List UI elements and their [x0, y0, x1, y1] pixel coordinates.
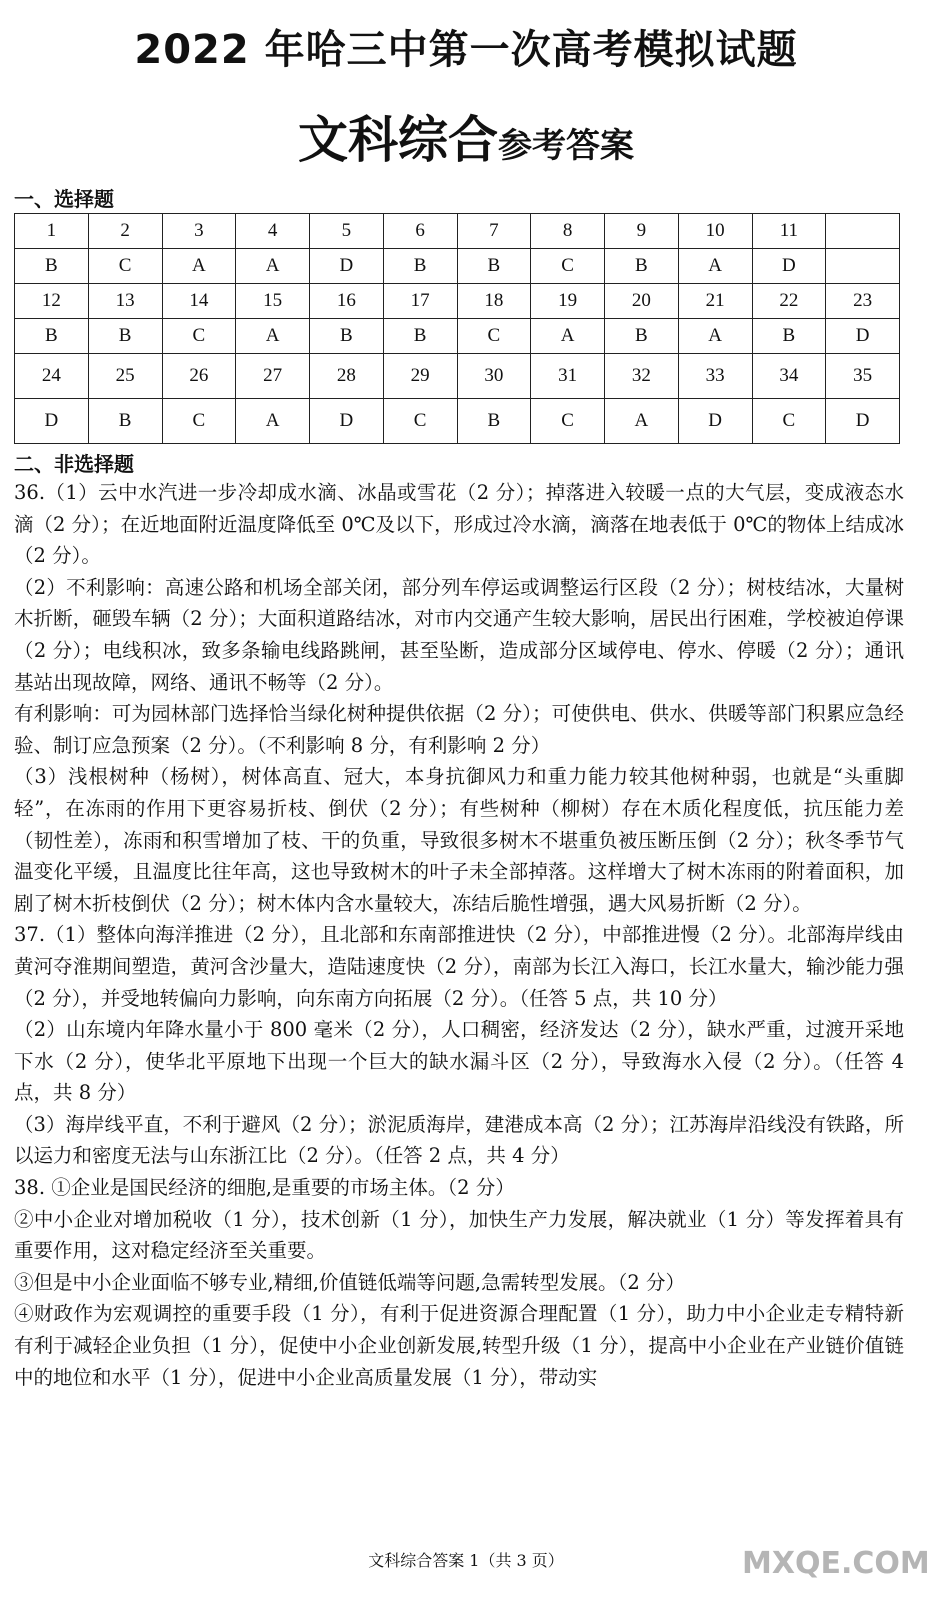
table-cell: 33	[678, 354, 752, 399]
paragraph: （2）山东境内年降水量小于 800 毫米（2 分），人口稠密，经济发达（2 分），缺水严重，过渡开采地下水（2 分），使华北平原地下出现一个巨大的缺水漏斗区（2 分），导致海水入侵（2 分）。（任答 4 点，共 8 分）	[14, 1018, 904, 1105]
table-cell: C	[162, 319, 236, 354]
paragraph: （3）海岸线平直，不利于避风（2 分）；淤泥质海岸，建港成本高（2 分）；江苏海岸沿线没有铁路，所以运力和密度无法与山东浙江比（2 分）。（任答 2 点，共 4 分）	[14, 1112, 904, 1168]
table-cell: B	[383, 319, 457, 354]
table-cell: B	[15, 319, 89, 354]
paragraph: ③但是中小企业面临不够专业,精细,价值链低端等问题,急需转型发展。（2 分）	[14, 1270, 685, 1294]
table-cell: B	[457, 399, 531, 444]
table-cell: 27	[236, 354, 310, 399]
subtitle-small: 参考答案	[498, 126, 634, 166]
table-cell: 6	[383, 214, 457, 249]
table-cell: 26	[162, 354, 236, 399]
table-row	[15, 319, 900, 354]
table-cell: B	[457, 249, 531, 284]
table-cell: 15	[236, 284, 310, 319]
table-cell: 25	[88, 354, 162, 399]
table-cell: D	[15, 399, 89, 444]
table-cell: C	[88, 249, 162, 284]
document-subtitle	[0, 100, 932, 172]
paragraph: 38. ①企业是国民经济的细胞,是重要的市场主体。（2 分）	[14, 1176, 515, 1200]
table-cell: A	[236, 249, 310, 284]
table-cell: A	[605, 399, 679, 444]
paragraph: 36.（1）云中水汽进一步冷却成水滴、冰晶或雪花（2 分）；掉落进入较暖一点的大气层，变成液态水滴（2 分）；在近地面附近温度降低至 0℃及以下，形成过冷水滴，滴落在地表低于 0℃的物体上结成冰（2 分）。	[14, 481, 904, 568]
table-cell: 14	[162, 284, 236, 319]
table-cell: 23	[826, 284, 900, 319]
table-cell: C	[383, 399, 457, 444]
table-cell: 5	[310, 214, 384, 249]
table-cell: 4	[236, 214, 310, 249]
table-cell: C	[531, 249, 605, 284]
table-cell: B	[605, 319, 679, 354]
paragraph: 有利影响：可为园林部门选择恰当绿化树种提供依据（2 分）；可使供电、供水、供暖等部门积累应急经验、制订应急预案（2 分）。（不利影响 8 分，有利影响 2 分）	[14, 702, 904, 757]
table-cell: 31	[531, 354, 605, 399]
table-cell: D	[752, 249, 826, 284]
table-cell: A	[236, 319, 310, 354]
table-cell: 29	[383, 354, 457, 399]
table-cell: B	[752, 319, 826, 354]
table-cell: 9	[605, 214, 679, 249]
table-cell: 10	[678, 214, 752, 249]
table-cell: D	[826, 399, 900, 444]
answer-body	[14, 477, 904, 1393]
table-cell: 17	[383, 284, 457, 319]
table-cell: A	[531, 319, 605, 354]
section-heading-choice: 一、选择题	[14, 187, 114, 211]
exam-title: 2022 年哈三中第一次高考模拟试题	[134, 27, 798, 73]
table-cell: 32	[605, 354, 679, 399]
table-cell: 30	[457, 354, 531, 399]
table-cell: 12	[15, 284, 89, 319]
table-cell: 22	[752, 284, 826, 319]
table-cell: 16	[310, 284, 384, 319]
table-row	[15, 214, 900, 249]
table-cell: B	[15, 249, 89, 284]
table-cell: D	[678, 399, 752, 444]
table-cell: B	[88, 319, 162, 354]
subtitle-main: 文科综合	[298, 111, 498, 169]
table-cell: C	[752, 399, 826, 444]
table-cell: D	[310, 249, 384, 284]
table-cell: 1	[15, 214, 89, 249]
table-cell: A	[678, 319, 752, 354]
page-footer: 文科综合答案 1（共 3 页）	[368, 1551, 564, 1570]
table-cell: 8	[531, 214, 605, 249]
paragraph: ④财政作为宏观调控的重要手段（1 分），有利于促进资源合理配置（1 分），助力中小企业走专精特新有利于减轻企业负担（1 分），促使中小企业创新发展,转型升级（1 分），提高中小企业在产业链价值链中的地位和水平（1 分），促进中小企业高质量发展（1 分），带动实	[14, 1302, 904, 1389]
table-cell: 28	[310, 354, 384, 399]
paragraph: （2）不利影响：高速公路和机场全部关闭，部分列车停运或调整运行区段（2 分）；树枝结冰，大量树木折断，砸毁车辆（2 分）；大面积道路结冰，对市内交通产生较大影响，居民出行困难，学校被迫停课（2 分）；电线积冰，致多条输电线路跳闸，甚至坠断，造成部分区域停电、停水、停暖（2 分）；通讯基站出现故障，网络、通讯不畅等（2 分）。	[14, 575, 904, 694]
table-cell: A	[162, 249, 236, 284]
table-cell: 21	[678, 284, 752, 319]
table-cell: 2	[88, 214, 162, 249]
table-cell: 20	[605, 284, 679, 319]
table-cell: C	[531, 399, 605, 444]
table-cell: 19	[531, 284, 605, 319]
watermark-logo: MXQE.COM	[742, 1546, 930, 1581]
table-cell: 13	[88, 284, 162, 319]
section-heading-nonchoice: 二、非选择题	[14, 452, 134, 476]
table-cell: C	[457, 319, 531, 354]
table-row	[15, 249, 900, 284]
table-cell: 35	[826, 354, 900, 399]
table-cell: D	[826, 319, 900, 354]
table-cell: 18	[457, 284, 531, 319]
table-cell	[826, 249, 900, 284]
table-row	[15, 399, 900, 444]
table-cell: 3	[162, 214, 236, 249]
table-cell: 11	[752, 214, 826, 249]
table-cell: A	[236, 399, 310, 444]
paragraph: （3）浅根树种（杨树），树体高直、冠大，本身抗御风力和重力能力较其他树种弱，也就是“头重脚轻”，在冻雨的作用下更容易折枝、倒伏（2 分）；有些树种（柳树）存在木质化程度低，抗压能力差（韧性差），冻雨和积雪增加了枝、干的负重，导致很多树木不堪重负被压断压倒（2 分）；秋冬季节气温变化平缓，且温度比往年高，这也导致树木的叶子未全部掉落。这样增大了树木冻雨的附着面积，加剧了树木折枝倒伏（2 分）；树木体内含水量较大，冻结后脆性增强，遇大风易折断（2 分）。	[14, 765, 904, 915]
table-cell: C	[162, 399, 236, 444]
table-cell: B	[605, 249, 679, 284]
table-row	[15, 354, 900, 399]
paragraph: ②中小企业对增加税收（1 分），技术创新（1 分），加快生产力发展，解决就业（1 分）等发挥着具有重要作用，这对稳定经济至关重要。	[14, 1207, 904, 1263]
paragraph: 37.（1）整体向海洋推进（2 分），且北部和东南部推进快（2 分），中部推进慢（2 分）。北部海岸线由黄河夺淮期间塑造，黄河含沙量大，造陆速度快（2 分），南部为长江入海口，长江水量大，输沙能力强（2 分），并受地转偏向力影响，向东南方向拓展（2 分）。（任答 5 点，共 10 分）	[14, 923, 904, 1010]
table-cell: 24	[15, 354, 89, 399]
table-cell: B	[383, 249, 457, 284]
table-cell: 7	[457, 214, 531, 249]
table-cell: A	[678, 249, 752, 284]
table-row	[15, 284, 900, 319]
table-cell: B	[310, 319, 384, 354]
table-cell	[826, 214, 900, 249]
answer-table	[14, 213, 900, 444]
table-cell: D	[310, 399, 384, 444]
table-cell: 34	[752, 354, 826, 399]
table-cell: B	[88, 399, 162, 444]
